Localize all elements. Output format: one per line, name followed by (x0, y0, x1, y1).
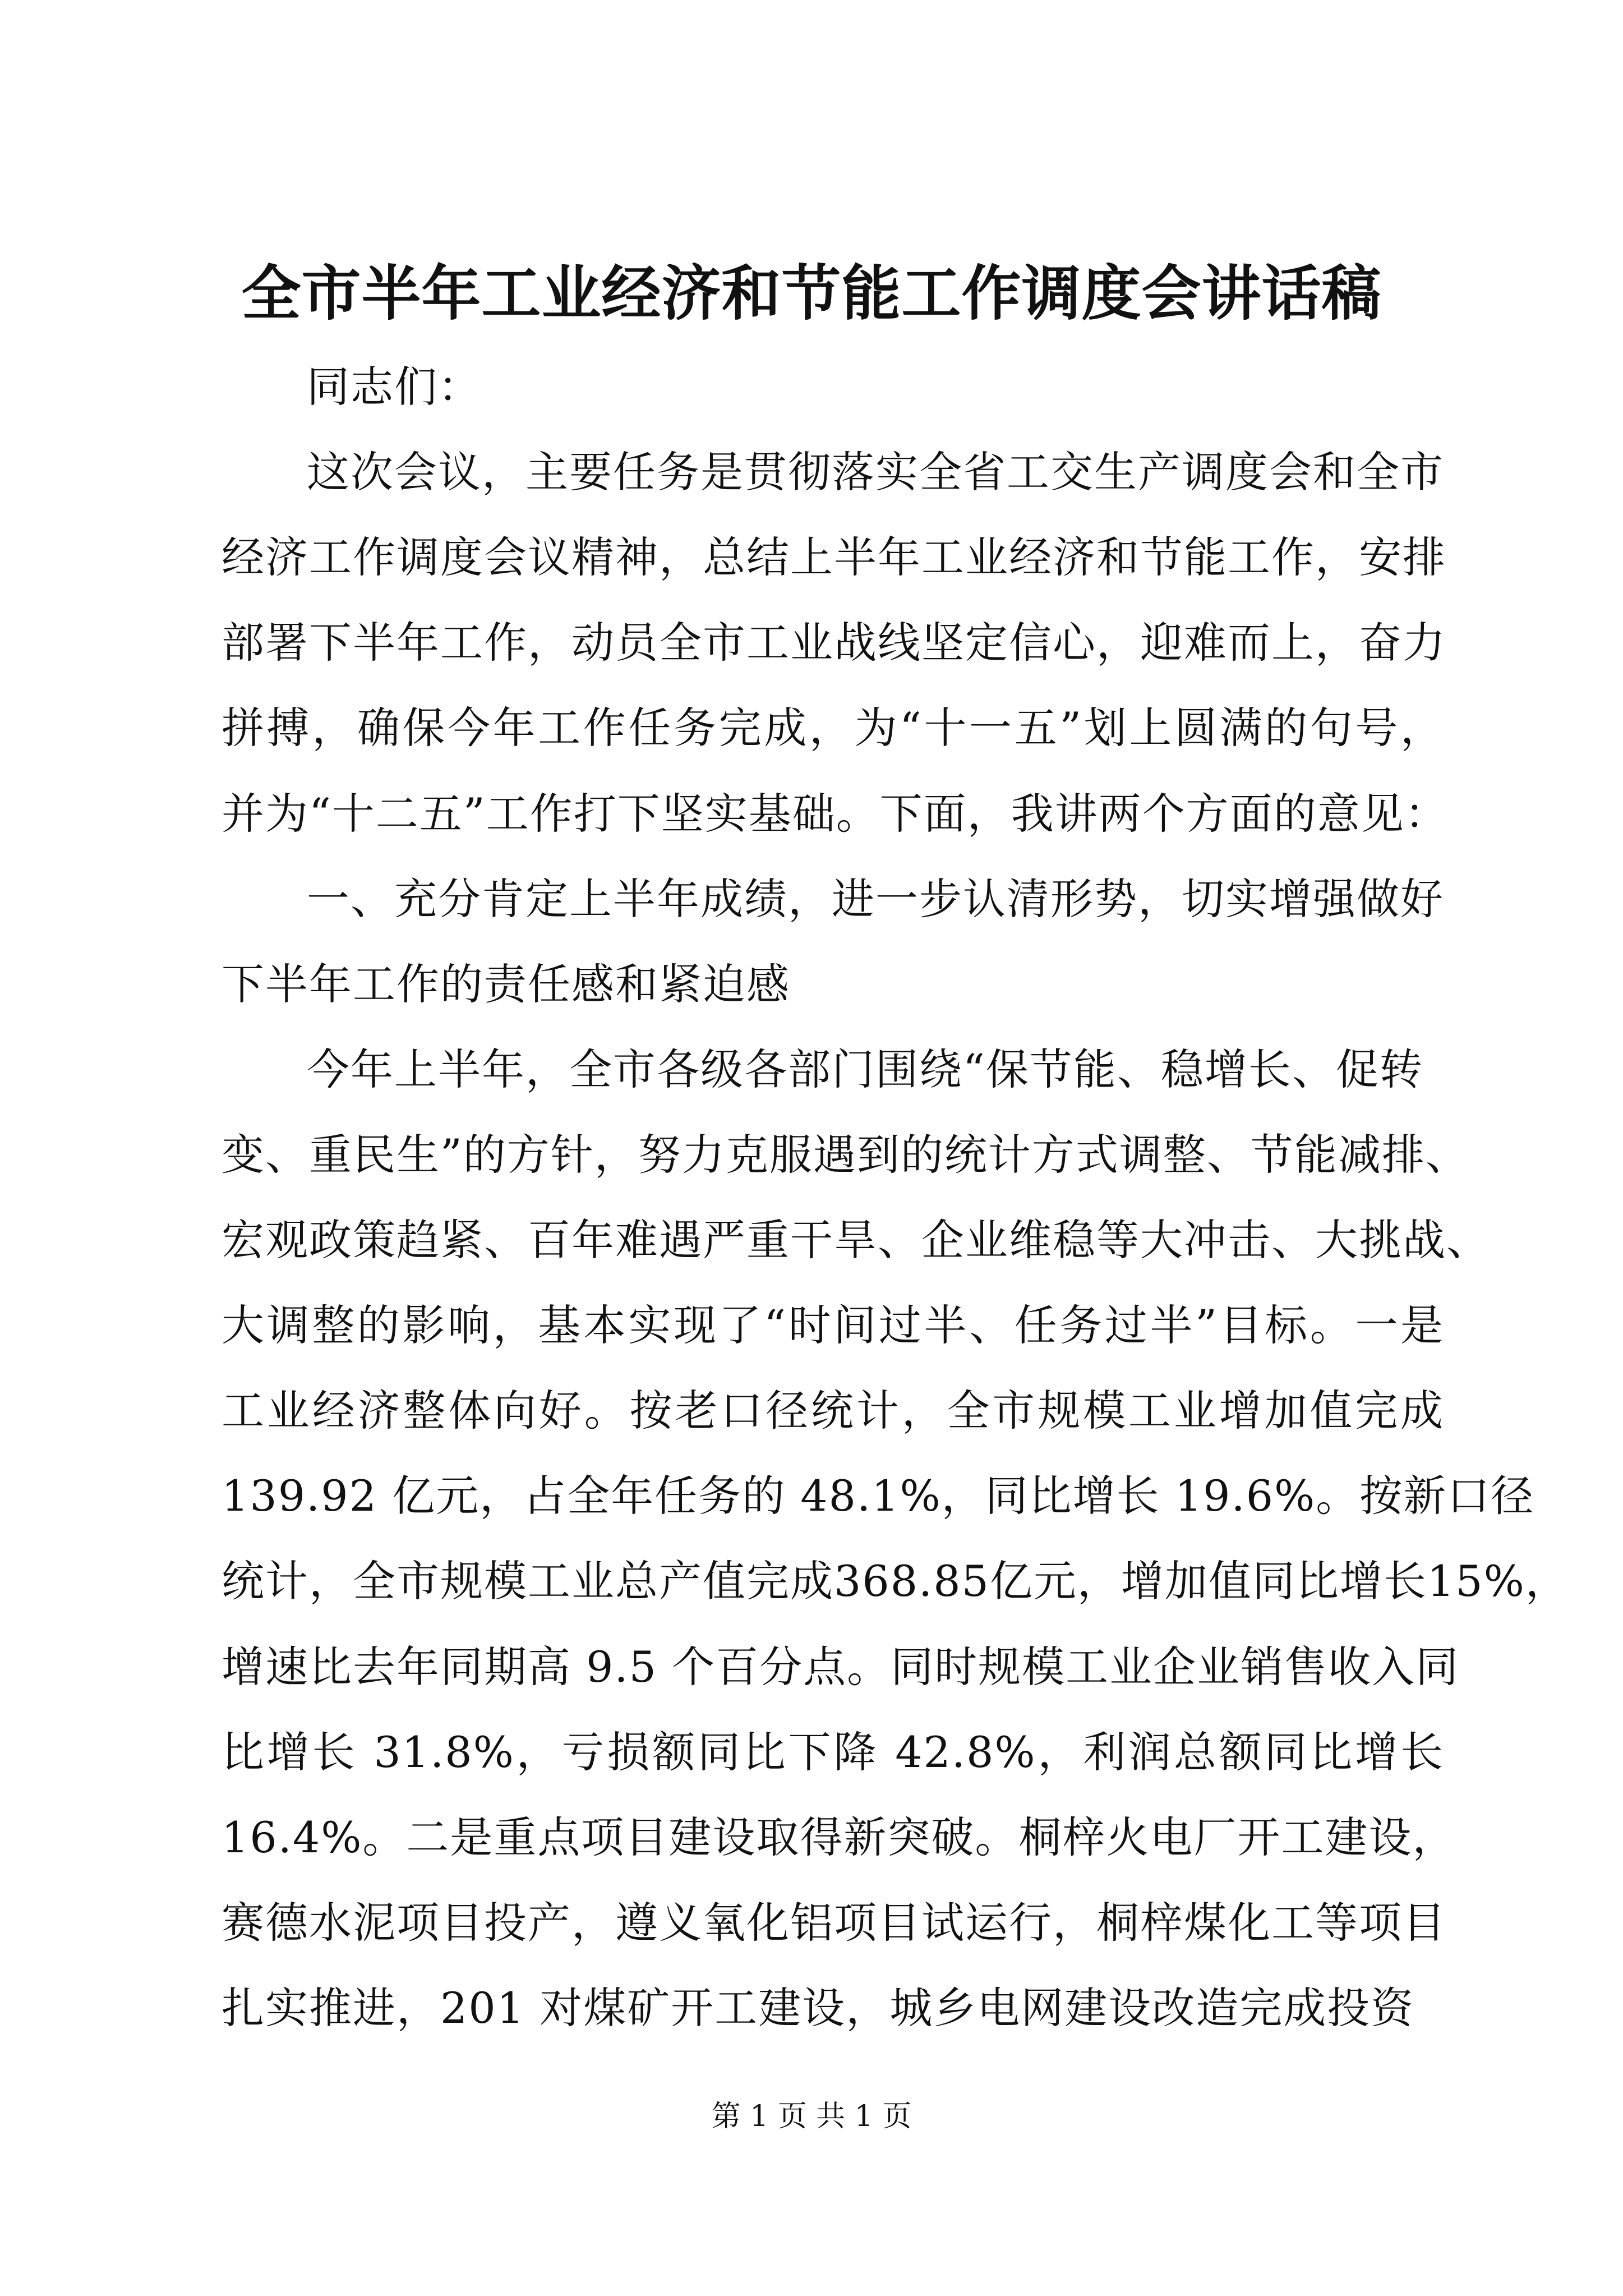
paragraph-line: 经济工作调度会议精神，总结上半年工业经济和节能工作，安排 (222, 532, 1446, 583)
document-title: 全市半年工业经济和节能工作调度会讲话稿 (241, 258, 1382, 328)
paragraph-line: 赛德水泥项目投产，遵义氧化铝项目试运行，桐梓煤化工等项目 (222, 1897, 1446, 1948)
paragraph-line: 宏观政策趋紧、百年难遇严重干旱、企业维稳等大冲击、大挑战、 (222, 1215, 1490, 1266)
paragraph-line: 拼搏，确保今年工作任务完成，为“十一五”划上圆满的句号， (222, 703, 1444, 753)
paragraph-line: 变、重民生”的方针，努力克服遇到的统计方式调整、节能减排、 (222, 1129, 1469, 1180)
page-number-footer: 第 1 页 共 1 页 (711, 2100, 912, 2133)
paragraph-line: 139.92 亿元，占全年任务的 48.1%，同比增长 19.6%。按新口径 (222, 1471, 1535, 1521)
paragraph-line: 工业经济整体向好。按老口径统计，全市规模工业增加值完成 (222, 1386, 1444, 1436)
salutation: 同志们： (307, 362, 482, 412)
paragraph-line: 今年上半年，全市各级各部门围绕“保节能、稳增长、促转 (307, 1044, 1423, 1094)
section-heading-line: 下半年工作的责任感和紧迫感 (222, 959, 790, 1009)
paragraph-line: 大调整的影响，基本实现了“时间过半、任务过半”目标。一是 (222, 1300, 1444, 1351)
paragraph-line: 扎实推进，201 对煤矿开工建设，城乡电网建设改造完成投资 (222, 1983, 1415, 2033)
paragraph-line: 部署下半年工作，动员全市工业战线坚定信心，迎难而上，奋力 (222, 618, 1446, 668)
paragraph-line: 这次会议，主要任务是贯彻落实全省工交生产调度会和全市 (307, 447, 1444, 498)
paragraph-line: 统计，全市规模工业总产值完成368.85亿元，增加值同比增长15%， (222, 1556, 1569, 1607)
section-heading-line: 一、充分肯定上半年成绩，进一步认清形势，切实增强做好 (307, 873, 1444, 924)
paragraph-line: 比增长 31.8%，亏损额同比下降 42.8%，利润总额同比增长 (222, 1727, 1444, 1777)
paragraph-line: 增速比去年同期高 9.5 个百分点。同时规模工业企业销售收入同 (222, 1641, 1460, 1692)
paragraph-line: 16.4%。二是重点项目建设取得新突破。桐梓火电厂开工建设， (222, 1812, 1456, 1862)
paragraph-line: 并为“十二五”工作打下坚实基础。下面，我讲两个方面的意见： (222, 788, 1449, 839)
